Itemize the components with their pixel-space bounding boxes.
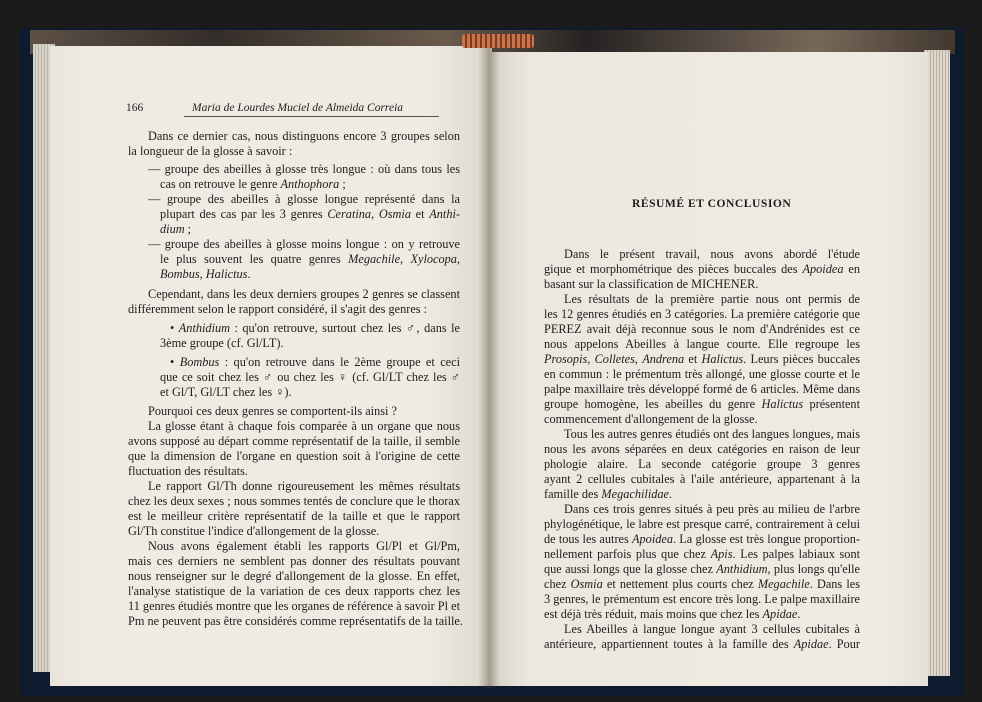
right-page-text-line: phylogénétique, le labre est presque carré, contrairement à celui [544, 517, 860, 531]
left-page-text-line: Pourquoi ces deux genres se comportent-ils ainsi ? [148, 404, 397, 418]
right-page-text-line: ayant 2 cellules cubitales à l'aile antérieure, appartenant à la [544, 472, 860, 486]
right-page-text-line: basant sur la classification de MICHENER. [544, 277, 759, 291]
right-page-text-line: antérieure, appartiennent toutes à la famille des Apidae. Pour [544, 637, 860, 651]
left-page-text-line: 3ème groupe (cf. Gl/LT). [160, 336, 284, 350]
left-page-text-line: — groupe des abeilles à glosse très longue : où dans tous les [148, 162, 460, 176]
left-page-text-line: cas on retrouve le genre Anthophora ; [160, 177, 346, 191]
book-gutter [478, 40, 500, 688]
left-page-text-line: différemment selon le rapport considéré, il s'agit des genres : [128, 302, 428, 316]
right-page-text-line: phologie alaire. La seconde catégorie groupe 3 genres [544, 457, 860, 471]
right-page-text-line: 3 genres, le prémentum est encore très long. Le palpe maxillaire [544, 592, 860, 606]
right-page-text-line: gique et morphométrique des pièces buccales des Apoidea en [544, 262, 860, 276]
headband [462, 34, 534, 48]
left-page-text-line: dium ; [160, 222, 192, 236]
right-page-text-line: Dans le présent travail, nous avons abordé l'étude [564, 247, 860, 261]
left-page-text-line: que la dimension de l'organe en question soit à l'origine de cette [128, 449, 460, 463]
left-page-text-line: la longueur de la glosse à savoir : [128, 144, 293, 158]
left-page-text-line: nous renseigner sur le degré d'allongement de la glosse. En effet, [128, 569, 460, 583]
right-page-text-line: est déjà très réduit, mais moins que chez les Apidae. [544, 607, 801, 621]
left-page-text-line: que ce soit chez les ♂ ou chez les ♀ (cf. Gl/LT chez les ♂ [160, 370, 460, 384]
left-page-text-line: • Anthidium : qu'on retrouve, surtout chez les ♂, dans le [170, 321, 460, 335]
left-page-text-line: La glosse étant à chaque fois comparée à un organe que nous [148, 419, 460, 433]
right-page-text-line: famille des Megachilidae. [544, 487, 673, 501]
left-page-text-line: Dans ce dernier cas, nous distinguons encore 3 groupes selon [148, 129, 460, 143]
left-page-text-line: est le meilleur critère représentatif de la taille et que le rapport [128, 509, 460, 523]
left-page [50, 46, 492, 686]
left-page-text-line: — groupe des abeilles à glosse longue représenté dans la [148, 192, 460, 206]
left-page-text-line: • Bombus : qu'on retrouve dans le 2ème groupe et ceci [170, 355, 460, 369]
left-page-text-line: avons supposé au départ comme représentatif de la taille, il semble [128, 434, 460, 448]
right-page-text-line: Les Abeilles à langue longue ayant 3 cellules cubitales à [564, 622, 860, 636]
right-page-text-line: palpe maxillaire très développé formé de 6 articles. Même dans [544, 382, 860, 396]
left-page-text-line: fluctuation des résultats. [128, 464, 248, 478]
left-page-text-line: l'analyse statistique de la variation de ces deux rapports chez les [128, 584, 460, 598]
left-page-text-line: le plus souvent les quatre genres Megachile, Xylocopa, [160, 252, 460, 266]
right-page-text-line: Tous les autres genres étudiés ont des langues longues, mais [564, 427, 860, 441]
right-page-text-line: en commun : le prémentum très allongé, une glosse courte et le [544, 367, 860, 381]
right-page-text-line: Dans ces trois genres situés à peu près au milieu de l'arbre [564, 502, 860, 516]
left-page-text-line: plupart des cas par les 3 genres Ceratina, Osmia et Anthi- [160, 207, 460, 221]
right-page [488, 52, 928, 686]
page-number: 166 [126, 102, 144, 114]
left-page-text-line: Cependant, dans les deux derniers groupes 2 genres se classent [148, 287, 460, 301]
right-page-text-line: PEREZ avait déjà reconnue sous le nom d'Andrénides est ce [544, 322, 860, 336]
right-page-text-line: commencement d'allongement de la glosse. [544, 412, 758, 426]
right-page-text-line: nous les avons séparées en deux catégories en raison de leur [544, 442, 860, 456]
right-page-text-line: de tous les autres Apoidea. La glosse est très longue proportion- [544, 532, 860, 546]
left-page-text-line: Gl/Th constitue l'indice d'allongement de la glosse. [128, 524, 380, 538]
right-page-text-line: nellement parfois plus que chez Apis. Les palpes labiaux sont [544, 547, 860, 561]
right-page-text-line: chez Osmia et nettement plus courts chez Megachile. Dans les [544, 577, 860, 591]
right-page-text-line: Les résultats de la première partie nous ont permis de [564, 292, 860, 306]
right-page-text-line: que aussi longs que la glosse chez Anthidium, plus longs qu'elle [544, 562, 860, 576]
left-page-text-line: chez les deux sexes ; nous sommes tentés de conclure que le thorax [128, 494, 460, 508]
left-page-text-line: mais ces derniers ne semblent pas donner des résultats pouvant [128, 554, 460, 568]
header-rule [184, 116, 439, 117]
section-title: RÉSUMÉ ET CONCLUSION [632, 197, 792, 210]
right-page-text-line: groupe homogène, les abeilles du genre Halictus présentent [544, 397, 860, 411]
left-page-text-line: Bombus, Halictus. [160, 267, 251, 281]
left-page-text-line: Nous avons également établi les rapports Gl/Pl et Gl/Pm, [148, 539, 460, 553]
left-page-text-line: — groupe des abeilles à glosse moins longue : on y retrouve [148, 237, 460, 251]
left-page-text-line: Pm ne peuvent pas être considérés comme représentatifs de la taille. [128, 614, 463, 628]
running-head: Maria de Lourdes Muciel de Almeida Correia [192, 102, 404, 114]
right-page-text-line: les 12 genres étudiés en 3 catégories. La première catégorie que [544, 307, 860, 321]
right-page-text-line: nous appelons Abeilles à langue courte. Elle regroupe les [544, 337, 860, 351]
left-page-text-line: Le rapport Gl/Th donne rigoureusement les mêmes résultats [148, 479, 460, 493]
right-page-text-line: Prosopis, Colletes, Andrena et Halictus. Leurs pièces buccales [544, 352, 860, 366]
left-page-text-line: et Gl/T, Gl/LT chez les ♀). [160, 385, 292, 399]
left-page-text-line: 11 genres étudiés montre que les organes de référence à savoir Pl et [128, 599, 460, 613]
